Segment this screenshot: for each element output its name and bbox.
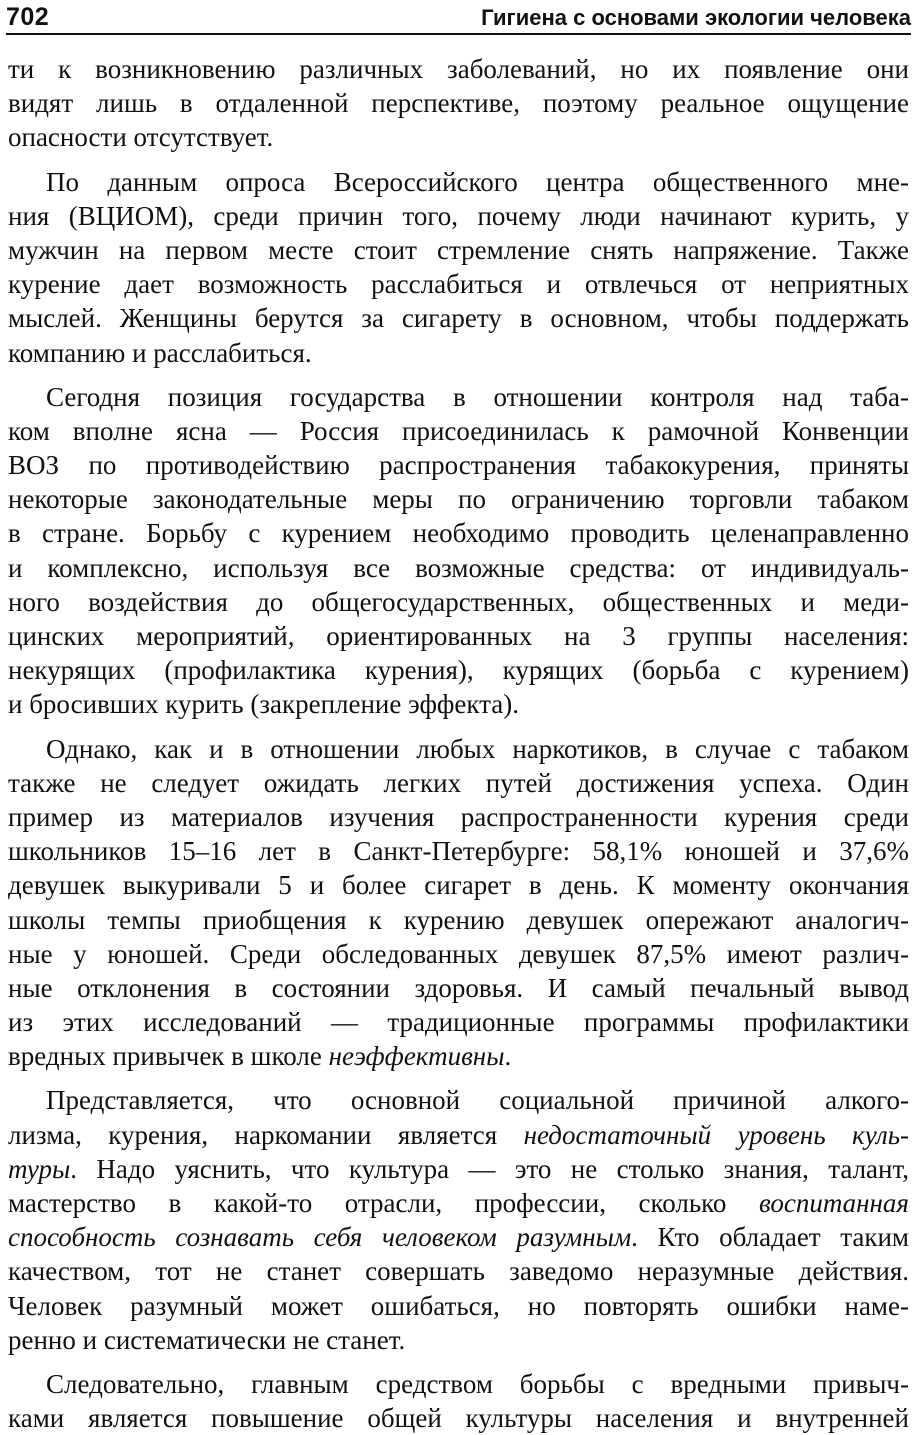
- italic-run: недостаточный уровень куль-: [523, 1119, 910, 1150]
- text-run: мужчин на первом месте стоит стремление снять напряжение. Также: [8, 234, 909, 265]
- text-line: [8, 766, 909, 800]
- page-number: 702: [6, 3, 50, 31]
- text-line: [8, 971, 909, 1005]
- text-run: Однако, как и в отношении любых наркотиков, в случае с табаком: [46, 733, 909, 764]
- text-line: [8, 414, 909, 448]
- italic-run: способность сознавать себя человеком разумным: [8, 1222, 632, 1253]
- text-line: [8, 448, 909, 482]
- text-run: . Надо уяснить, что культура — это не столько знания, талант,: [70, 1153, 909, 1184]
- text-run: курение дает возможность расслабиться и отвлечься от неприятных: [8, 269, 909, 300]
- text-run: Следовательно, главным средством борьбы с вредными привыч-: [46, 1368, 909, 1399]
- italic-run: неэффективны: [328, 1041, 505, 1072]
- text-run: опасности отсутствует.: [8, 122, 274, 153]
- text-line: [8, 1367, 909, 1401]
- paragraph-gap: [8, 1357, 909, 1367]
- text-run: ВОЗ по противодействию распространения табакокурения, приняты: [8, 450, 909, 481]
- text-line: [8, 1289, 909, 1323]
- text-run: качеством, тот не станет совершать заведомо неразумные действия.: [8, 1256, 909, 1287]
- text-line: [8, 868, 909, 902]
- paragraph-gap: [8, 370, 909, 380]
- text-run: пример из материалов изучения распространенности курения среди: [8, 801, 909, 832]
- text-line: [8, 336, 909, 370]
- text-line: [8, 653, 909, 687]
- text-run: вредных привычек в школе: [8, 1041, 329, 1072]
- text-line: [8, 1401, 909, 1435]
- text-run: мыслей. Женщины берутся за сигарету в основном, чтобы поддержать: [8, 303, 909, 334]
- text-line: [8, 516, 909, 550]
- paragraph: [8, 732, 909, 1074]
- text-run: ренно и систематически не станет.: [8, 1324, 406, 1355]
- text-run: и комплексно, используя все возможные средства: от индивидуаль-: [8, 552, 909, 583]
- paragraph: [8, 380, 909, 722]
- paragraph: [8, 1367, 909, 1435]
- text-run: . Кто обладает таким: [631, 1222, 909, 1253]
- running-header: [6, 3, 911, 35]
- text-line: [8, 86, 909, 120]
- text-run: цинских мероприятий, ориентированных на 3 группы населения:: [8, 621, 909, 651]
- text-line: [8, 165, 909, 199]
- text-line: [8, 903, 909, 937]
- text-line: [8, 834, 909, 868]
- text-line: [8, 1118, 909, 1152]
- italic-run: воспитанная: [758, 1188, 909, 1218]
- text-line: [8, 619, 909, 653]
- text-line: [8, 1039, 909, 1073]
- text-run: По данным опроса Всероссийского центра общественного мне-: [46, 166, 909, 197]
- text-run: Представляется, что основной социальной причиной алкого-: [46, 1085, 909, 1116]
- text-run: ные у юношей. Среди обследованных девушек 87,5% имеют различ-: [8, 938, 909, 969]
- text-line: [8, 1005, 909, 1039]
- text-line: [8, 585, 909, 619]
- text-run: и бросивших курить (закрепление эффекта).: [8, 689, 519, 720]
- paragraph-gap: [8, 1073, 909, 1083]
- text-line: [8, 199, 909, 233]
- text-line: [8, 800, 909, 834]
- text-run: компанию и расслабиться.: [8, 337, 312, 368]
- text-line: [8, 732, 909, 766]
- text-run: ти к возникновению различных заболеваний, но их появление они: [8, 54, 909, 84]
- text-line: [8, 1254, 909, 1288]
- text-line: [8, 380, 909, 414]
- text-run: в стране. Борьбу с курением необходимо проводить целенаправленно: [8, 518, 909, 549]
- text-run: ком вполне ясна — Россия присоединилась к рамочной Конвенции: [8, 415, 909, 446]
- text-line: [8, 1083, 909, 1117]
- text-run: ного воздействия до общегосударственных, общественных и меди-: [8, 586, 909, 617]
- text-run: ками является повышение общей культуры населения и внутренней: [8, 1403, 909, 1434]
- text-line: [8, 1152, 909, 1186]
- text-line: [8, 551, 909, 585]
- text-line: [8, 937, 909, 971]
- text-run: школы темпы приобщения к курению девушек опережают аналогич-: [8, 904, 909, 935]
- text-run: некурящих (профилактика курения), курящих (борьба с курением): [8, 655, 909, 686]
- text-run: ния (ВЦИОМ), среди причин того, почему люди начинают курить, у: [8, 200, 909, 231]
- text-line: [8, 120, 909, 154]
- text-line: [8, 233, 909, 267]
- paragraph-gap: [8, 155, 909, 165]
- text-run: девушек выкуривали 5 и более сигарет в день. К моменту окончания: [8, 870, 909, 901]
- text-line: [8, 1186, 909, 1220]
- text-run: видят лишь в отдаленной перспективе, поэтому реальное ощущение: [8, 88, 909, 119]
- text-run: Человек разумный может ошибаться, но повторять ошибки наме-: [8, 1290, 909, 1321]
- text-line: [8, 1220, 909, 1254]
- text-line: [8, 52, 909, 86]
- paragraph: [8, 165, 909, 370]
- text-run: ные отклонения в состоянии здоровья. И самый печальный вывод: [8, 972, 909, 1003]
- body-text: [8, 52, 909, 1435]
- running-title: Гигиена с основами экологии человека: [481, 5, 911, 30]
- text-run: некоторые законодательные меры по ограничению торговли табаком: [8, 484, 909, 515]
- text-line: [8, 482, 909, 516]
- text-line: [8, 687, 909, 721]
- text-run: Сегодня позиция государства в отношении контроля над таба-: [46, 381, 909, 412]
- text-run: школьников 15–16 лет в Санкт-Петербурге: 58,1% юношей и 37,6%: [8, 836, 909, 867]
- italic-run: туры: [8, 1153, 71, 1184]
- text-run: также не следует ожидать легких путей достижения успеха. Один: [8, 767, 909, 798]
- paragraph: [8, 52, 909, 155]
- text-run: из этих исследований — традиционные программы профилактики: [8, 1007, 909, 1038]
- text-run: .: [504, 1041, 512, 1072]
- text-run: лизма, курения, наркомании является: [8, 1119, 524, 1150]
- text-line: [8, 1323, 909, 1357]
- paragraph: [8, 1083, 909, 1357]
- text-line: [8, 301, 909, 335]
- text-line: [8, 267, 909, 301]
- text-run: мастерство в какой-то отрасли, профессии, сколько: [8, 1188, 759, 1218]
- paragraph-gap: [8, 722, 909, 732]
